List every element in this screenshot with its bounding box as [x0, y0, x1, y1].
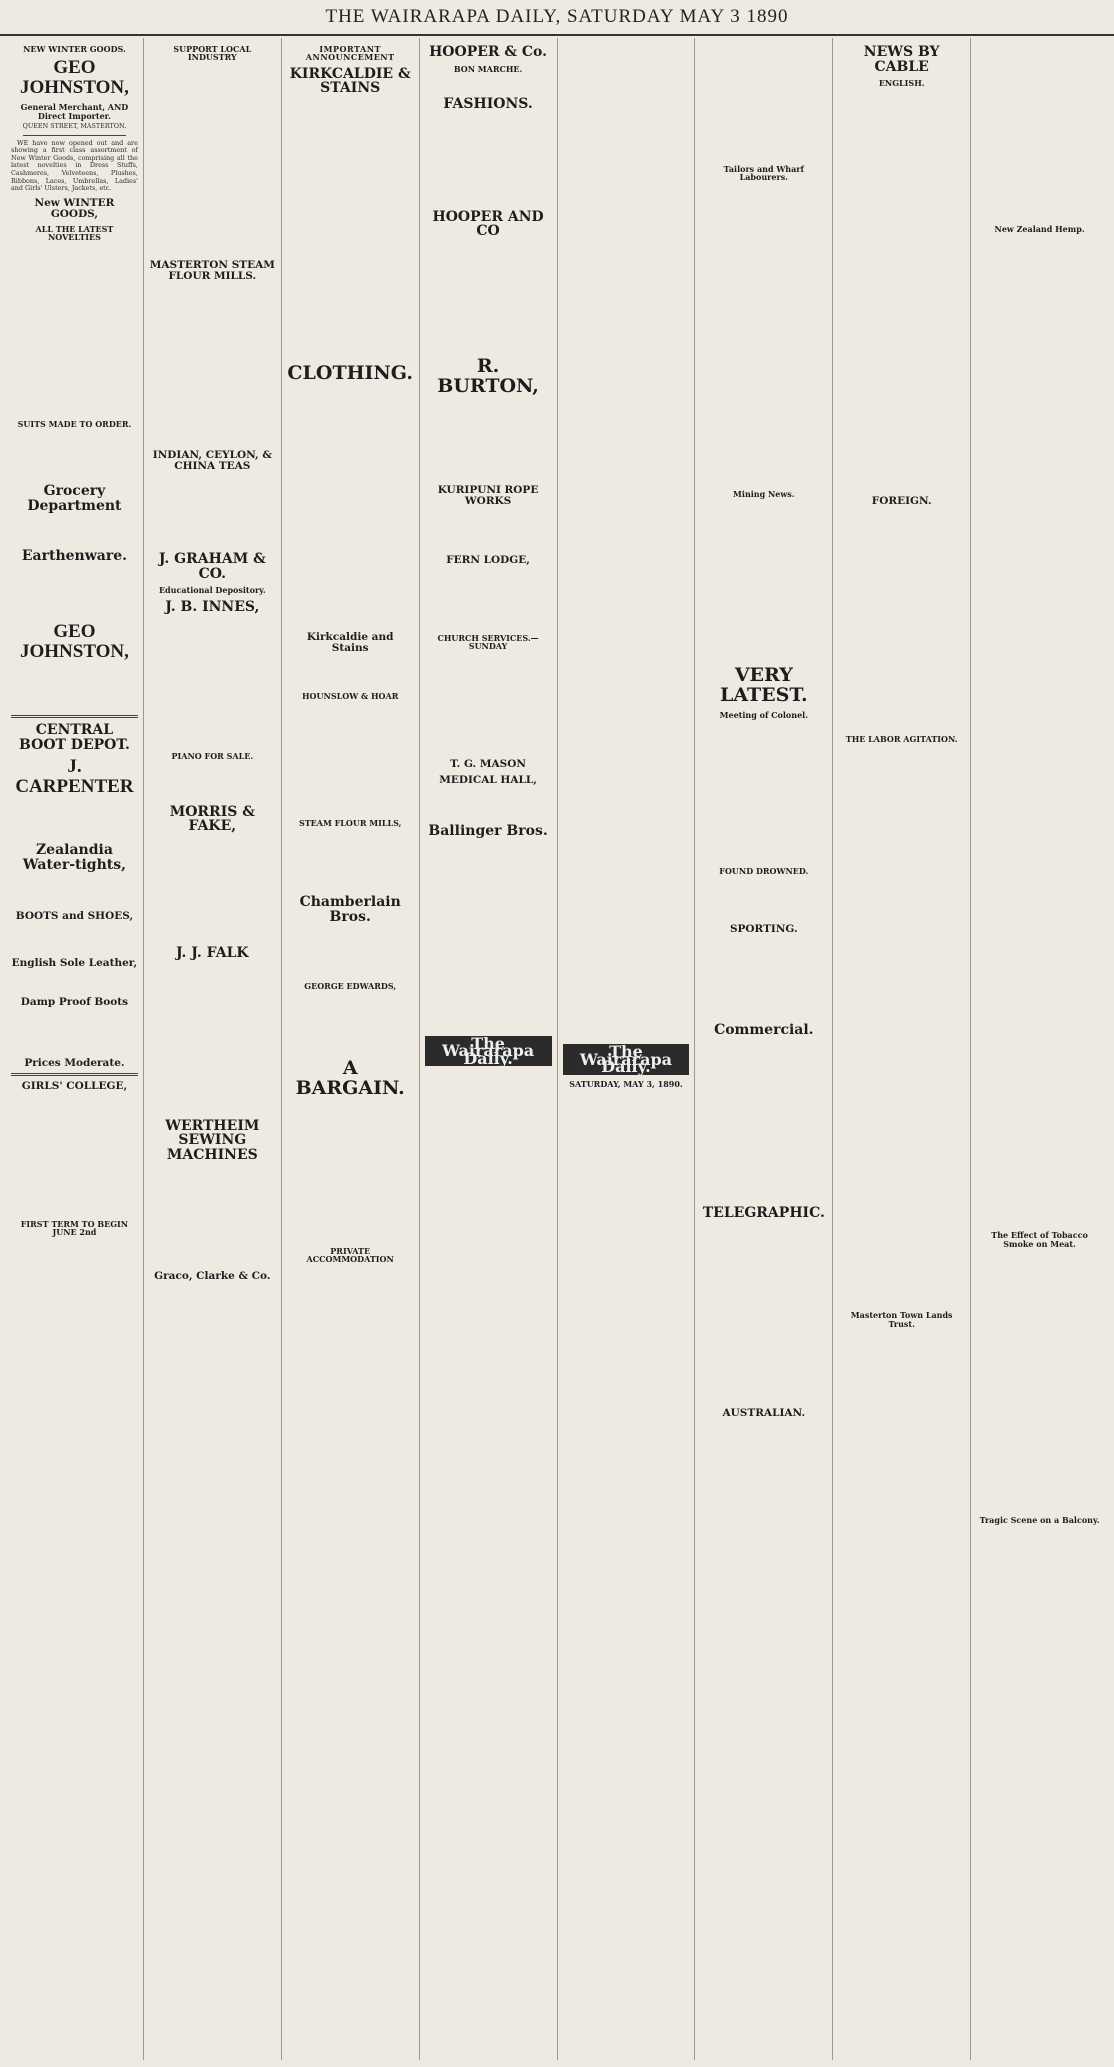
ad-heading: CHURCH SERVICES.—SUNDAY — [437, 633, 539, 652]
ad-heading: T. G. MASON — [450, 757, 526, 770]
section-heading: AUSTRALIAN. — [722, 1407, 806, 1420]
section-heading: NEWS BY CABLE — [863, 44, 940, 75]
ad-heading: A BARGAIN. — [295, 1056, 405, 1099]
section-subheading: ENGLISH. — [878, 78, 925, 89]
ad-heading: NEW WINTER GOODS. — [23, 44, 126, 54]
ad-heading: KIRKCALDIE & STAINS — [289, 65, 411, 97]
newspaper-title: THE WAIRARAPA DAILY, SATURDAY MAY 3 1890 — [325, 6, 789, 27]
section-heading: FOREIGN. — [871, 494, 932, 507]
ad-heading: GEO JOHNSTON, — [19, 621, 129, 662]
ad-heading: FASHIONS. — [443, 96, 533, 113]
column-4 — [420, 38, 558, 2060]
column-7 — [833, 38, 971, 2060]
ad-heading: FIRST TERM TO BEGIN JUNE 2nd — [20, 1218, 129, 1238]
ad-heading: KURIPUNI ROPE WORKS — [437, 484, 539, 508]
ad-heading: BOOTS and SHOES, — [15, 909, 134, 922]
paper-nameplate: The Wairarapa Daily. — [563, 1044, 690, 1075]
ad-heading: PRIVATE ACCOMMODATION — [306, 1245, 394, 1264]
section-heading: Masterton Town Lands Trust. — [850, 1310, 953, 1329]
ad-heading: PIANO FOR SALE. — [171, 751, 254, 762]
ad-heading: R. BURTON, — [437, 355, 539, 398]
masthead — [0, 0, 1114, 36]
ad-location: QUEEN STREET, MASTERTON. — [22, 122, 127, 131]
ad-heading: J. GRAHAM & CO. — [158, 550, 266, 582]
column-1 — [6, 38, 144, 2060]
column-5 — [558, 38, 696, 2060]
ad-heading: GEO JOHNSTON, — [19, 57, 129, 99]
page-columns — [6, 38, 1108, 2060]
section-heading: Mining News. — [733, 488, 795, 499]
column-2 — [144, 38, 282, 2060]
ad-heading: BON MARCHE. — [453, 63, 523, 74]
ad-heading: Ballinger Bros. — [428, 822, 548, 839]
section-subheading: Meeting of Colonel. — [719, 710, 808, 721]
ad-heading: Zealandia Water-tights, — [22, 842, 126, 873]
section-heading: New Zealand Hemp. — [994, 224, 1085, 234]
ad-heading: MEDICAL HALL, — [439, 773, 537, 786]
ad-heading: ALL THE LATEST NOVELTIES — [35, 223, 114, 243]
ad-heading: Graco, Clarke & Co. — [154, 1269, 271, 1282]
section-heading: Commercial. — [714, 1021, 814, 1038]
ad-heading: J. B. INNES, — [165, 598, 260, 615]
section-heading: Tailors and Wharf Labourers. — [723, 164, 804, 183]
section-heading: FOUND DROWNED. — [719, 866, 809, 877]
section-heading: Tragic Scene on a Balcony. — [979, 1515, 1100, 1526]
column-6 — [695, 38, 833, 2060]
ad-heading: New WINTER GOODS, — [34, 196, 115, 220]
ad-heading: English Sole Leather, — [11, 956, 138, 969]
ad-heading: GIRLS' COLLEGE, — [21, 1079, 128, 1092]
ad-heading: MORRIS & FAKE, — [169, 803, 255, 835]
ad-heading: SUITS MADE TO ORDER. — [17, 418, 132, 429]
section-heading: THE LABOR AGITATION. — [845, 733, 958, 744]
ad-heading: J. CARPENTER — [15, 756, 134, 798]
ad-heading: J. J. FALK — [176, 945, 249, 962]
section-heading: VERY LATEST. — [719, 664, 808, 707]
paper-nameplate: The Wairarapa Daily. — [425, 1036, 552, 1067]
ad-heading: INDIAN, CEYLON, & CHINA TEAS — [152, 448, 272, 472]
ad-heading: HOOPER AND CO — [432, 208, 544, 240]
ad-heading: HOOPER & Co. — [429, 44, 548, 60]
ad-subheading: General Merchant, AND Direct Importer. — [20, 102, 129, 121]
ad-heading: IMPORTANT ANNOUNCEMENT — [305, 44, 395, 63]
ad-heading: FERN LODGE, — [446, 554, 530, 567]
ad-heading: HOUNSLOW & HOAR — [302, 691, 399, 702]
section-heading: The Effect of Tobacco Smoke on Meat. — [991, 1230, 1088, 1249]
section-heading: TELEGRAPHIC. — [702, 1204, 825, 1221]
ad-heading: Earthenware. — [21, 548, 127, 565]
issue-date: SATURDAY, MAY 3, 1890. — [569, 1078, 683, 1089]
ad-heading: CENTRAL BOOT DEPOT. — [19, 721, 130, 753]
ad-heading: Kirkcaldie and Stains — [306, 631, 394, 655]
ad-heading: Chamberlain Bros. — [299, 893, 401, 925]
ad-heading: Educational Depository. — [158, 585, 266, 596]
ad-heading: GEORGE EDWARDS, — [304, 981, 397, 992]
column-3 — [282, 38, 420, 2060]
ad-text: WE have now opened out and are showing a first class assortment of New Winter Goods, comprising all the latest novelties in Dress Stuffs, Cashmeres, Velveteens, Plushes, Ribbons, Laces, Umbrellas, Ladies' and Girls' Ulsters, Jackets, etc. — [11, 138, 138, 193]
ad-heading: CLOTHING. — [287, 362, 413, 385]
ad-heading: STEAM FLOUR MILLS, — [298, 817, 402, 828]
ad-heading: Grocery Department — [27, 483, 122, 514]
ad-heading: Prices Moderate. — [24, 1056, 125, 1069]
section-heading: SPORTING. — [729, 922, 798, 935]
column-8 — [971, 38, 1108, 2060]
ad-heading: MASTERTON STEAM FLOUR MILLS. — [149, 258, 275, 282]
ad-heading: Damp Proof Boots — [20, 995, 129, 1008]
ad-heading: WERTHEIM SEWING MACHINES — [165, 1117, 260, 1164]
ad-heading: SUPPORT LOCAL INDUSTRY — [173, 44, 252, 63]
